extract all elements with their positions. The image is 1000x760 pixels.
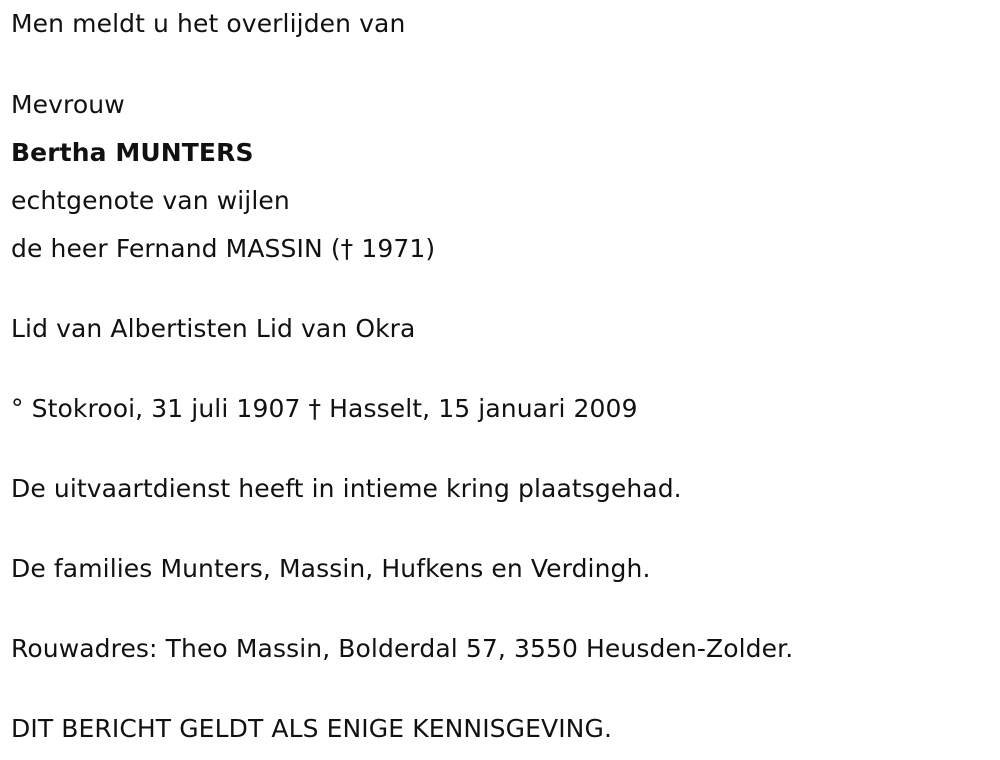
- spouse-text: de heer Fernand MASSIN († 1971): [11, 234, 436, 263]
- families-text: De families Munters, Massin, Hufkens en Verdingh.: [11, 554, 651, 583]
- mourning-address: Rouwadres: Theo Massin, Bolderdal 57, 3550 Heusden-Zolder.: [11, 634, 794, 663]
- closing-text: DIT BERICHT GELDT ALS ENIGE KENNISGEVING.: [11, 714, 612, 743]
- service-text: De uitvaartdienst heeft in intieme kring plaatsgehad.: [11, 474, 682, 503]
- birth-death-text: ° Stokrooi, 31 juli 1907 † Hasselt, 15 januari 2009: [11, 394, 638, 423]
- memberships-text: Lid van Albertisten Lid van Okra: [11, 314, 416, 343]
- relation-text: echtgenote van wijlen: [11, 186, 290, 215]
- deceased-name: Bertha MUNTERS: [11, 138, 254, 167]
- intro-text: Men meldt u het overlijden van: [11, 9, 406, 38]
- honorific: Mevrouw: [11, 90, 125, 119]
